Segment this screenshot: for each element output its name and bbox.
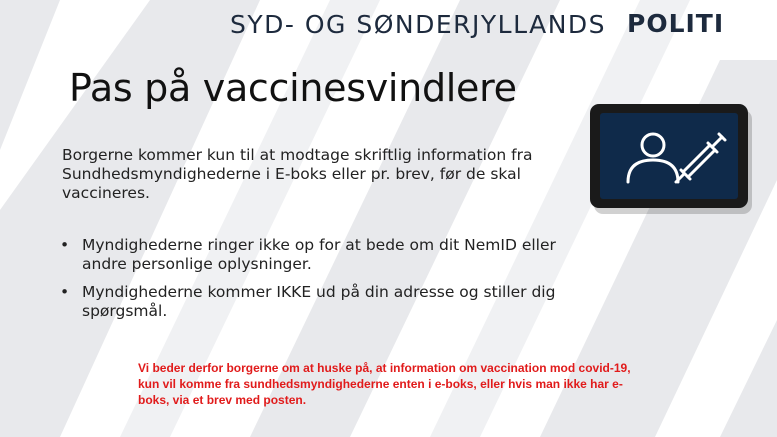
slide-title: Pas på vaccinesvindlere [69,66,517,110]
bullet-item [60,236,580,274]
tablet-icon [588,100,758,220]
bullet-list [60,236,580,330]
bullet-item [60,283,580,321]
header-brand-logo: POLITI [627,9,725,38]
bullet-text: Myndighederne ringer ikke op for at bede om dit NemID eller andre personlige oplysninger. [82,236,556,273]
bullet-text: Myndighederne kommer IKKE ud på din adresse og stiller dig spørgsmål. [82,283,556,320]
bullet-symbol: • [60,283,70,301]
notice-text: Vi beder derfor borgerne om at huske på, at information om vaccination mod covid-19, kun vil komme fra sundhedsmyndighederne enten i e-boks, eller hvis man ikke har e-boks, via et brev med posten. [138,361,631,407]
bullet-symbol: • [60,236,70,254]
intro-paragraph: Borgerne kommer kun til at modtage skriftlig information fra Sundhedsmyndighederne i E-boks eller pr. brev, før de skal vaccineres. [62,146,533,202]
header-org-name: SYD- OG SØNDERJYLLANDS [230,10,607,39]
